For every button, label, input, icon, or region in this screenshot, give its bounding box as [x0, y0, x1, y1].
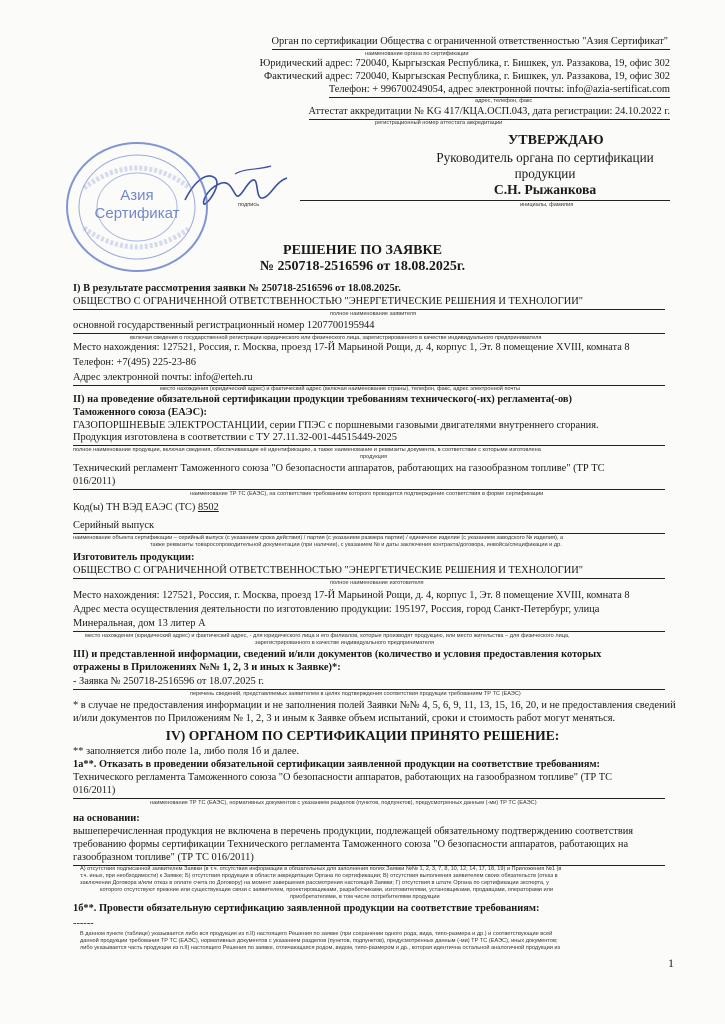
section2-product-caption-1: полное наименование продукции, включая сведения, обеспечивающие её идентификацию, а также наименование и реквизиты документа, в соответствии с которыми изготовлена: [73, 447, 541, 453]
mf-address-3: Минеральная, дом 13 литер А: [73, 618, 665, 632]
section2-product-caption-2: продукция: [360, 454, 387, 460]
section3-note-2: и/или документов по Приложениям № 1, 2, 3 и иным к Заявке объем испытаний, сроки и стоимость работ могут меняться.: [73, 713, 616, 724]
organ-caption: наименование органа по сертификации: [365, 51, 469, 57]
refuse-line-2: 016/2011): [73, 785, 665, 799]
section1-heading: I) В результате рассмотрения заявки № 250718-2516596 от 18.08.2025г.: [73, 283, 401, 294]
decision-number: № 250718-2516596 от 18.08.2025г.: [259, 259, 466, 274]
approval-title: УТВЕРЖДАЮ: [508, 133, 604, 148]
approval-person: С.Н. Рыжанкова: [493, 182, 597, 197]
footer-note-3: либо указывается часть продукции из п.II) настоящего Решения по заявке, отличающаяся родом, видом, типо-размером и др., которая идентична остальной аналогичной продукции из: [80, 945, 561, 951]
section2-regulation-1: Технический регламент Таможенного союза "О безопасности аппаратов, работающих на газообразном топливе" (ТР ТС: [73, 463, 605, 474]
section2-heading-1: II) на проведение обязательной сертификации продукции требованиям технического(-их) регламента(-ов): [73, 394, 573, 405]
section1-reg-caption: включая сведения о государственной регистрации юридического или физического лица, зарегистрированного в качестве индивидуального предпринимателя: [130, 335, 542, 341]
basis-caption-2: т.ч. иных, при необходимости) к Заявке; Б) отсутствия продукции в области аккредитации Органа по сертификации; В) отсутствия выполнения заявителем своих обязательств (отказ в: [80, 873, 558, 879]
conduct-heading: 1б**. Провести обязательную сертификацию заявленной продукции на соответствие требованиям:: [73, 903, 540, 914]
serial-caption-2: также реквизиты товаросопроводительной документации (при наличии), с указанием № и даты заключения контракта/договора, инвойса/спецификации и др.: [150, 542, 562, 548]
section3-item-caption: перечень сведений, представляемых заявителем в целях подтверждения соответствия продукции требованиям ТР ТС (ЕАЭС): [190, 691, 521, 697]
mf-address-caption-1: место нахождения (юридический адрес) и фактический адрес, - для юридического лица и его филиалов, которые производят продукцию, или место жительства – для физического лица,: [85, 633, 570, 639]
basis-line-1: вышеперечисленная продукция не включена в перечень продукции, подлежащей обязательному подтверждению соответствия: [73, 826, 634, 837]
contacts: Телефон: + 996700249054, адрес электронной почты: info@azia-sertificat.com: [329, 84, 670, 98]
section3-item: - Заявка № 250718-2516596 от 18.07.2025 г.: [73, 676, 665, 690]
section2-heading-2: Таможенного союза (ЕАЭС):: [73, 407, 207, 418]
section2-product-1: ГАЗОПОРШНЕВЫЕ ЭЛЕКТРОСТАНЦИИ, серии ГПЭС с поршневыми газовыми двигателями внутреннего сгорания.: [73, 420, 599, 431]
refuse-heading: 1а**. Отказать в проведении обязательной сертификации заявленной продукции на соответствие требованиям:: [73, 759, 601, 770]
mf-address-2: Адрес места осуществления деятельности по изготовлению продукции: 195197, Россия, город Санкт-Петербург, улица: [73, 604, 600, 615]
section1-phone: Телефон: +7(495) 225-23-86: [73, 357, 196, 368]
section1-applicant-caption: полное наименование заявителя: [330, 311, 417, 317]
serial-release: Серийный выпуск: [73, 520, 665, 534]
section4-fill-note: ** заполняется либо поле 1а, либо поля 1б и далее.: [73, 746, 300, 757]
section2-product-2: Продукция изготовлена в соответствии с ТУ 27.11.32-001-44515449-2025: [73, 432, 665, 446]
basis-caption-5: приобретателями, в том числе потребителями продукции: [290, 894, 440, 900]
approval-role-line1: Руководитель органа по сертификации: [436, 150, 654, 165]
accreditation-line: [30, 106, 670, 120]
serial-caption-1: наименование объекта сертификации – серийный выпуск (с указанием срока действия) / партия (с указанием размера партии) / единичное изделие (с указанием заводского № изделия), а: [73, 535, 564, 541]
footer-note-1: В данном пункте (таблице) указывается либо вся продукция из п.II) настоящего Решения по заявке (при сохранении одного рода, вида, типо-размера и др.) и соответствующие всей: [80, 931, 553, 937]
organ-name-block: [30, 36, 670, 50]
sign-caption: подпись: [238, 202, 260, 208]
manufacturer-caption: полное наименование изготовителя: [330, 580, 424, 586]
basis-line-2: требованию формы сертификации Технического регламента Таможенного союза "О безопасности аппаратов, работающих на: [73, 839, 629, 850]
basis-caption-1: А) отсутствия подписанной заявителем Заявки (в т.ч. отсутствия информации в обязательных для заполнения полях Заявки №№ 1, 2, 3, 7, 8, 10, 12, 14, 17, 18, 19) и Приложения №1 (в: [80, 866, 562, 872]
stamp-text-1: Азия: [120, 187, 154, 204]
manufacturer-name: ОБЩЕСТВО С ОГРАНИЧЕННОЙ ОТВЕТСТВЕННОСТЬЮ "ЭНЕРГЕТИЧЕСКИЕ РЕШЕНИЯ И ТЕХНОЛОГИИ": [73, 565, 665, 579]
approval-underline: [300, 200, 670, 201]
mf-address-caption-2: зарегистрированного в качестве индивидуального предпринимателя: [255, 640, 435, 646]
code-value: 8502: [197, 502, 219, 513]
section3-note-1: * в случае не предоставления информации и не заполнения полей Заявки №№ 4, 5, 6, 9, 11, 13, 15, 16, 20, и не предоставления сведений: [73, 700, 676, 711]
basis-label: на основании:: [73, 813, 140, 824]
section1-reg-number: основной государственный регистрационный номер 1207700195944: [73, 320, 665, 334]
basis-caption-4: которого отсутствуют прежние или существующие связи с заявителем, проектировщиками, разработчиками, изготовителями, установщиками, продавцами, операторами или: [100, 887, 554, 893]
approval-role-line2: продукции: [514, 166, 576, 181]
basis-caption-3: заключении Договора и/или отказ в оплате счета по Договору) на момент завершения рассмотрения настоящей Заявки; Г) отсутствия в штате Органа по сертификации эксперта, у: [80, 880, 549, 886]
section1-applicant: ОБЩЕСТВО С ОГРАНИЧЕННОЙ ОТВЕТСТВЕННОСТЬЮ "ЭНЕРГЕТИЧЕСКИЕ РЕШЕНИЯ И ТЕХНОЛОГИИ": [73, 296, 665, 310]
name-caption: инициалы, фамилия: [520, 202, 574, 208]
section2-regulation-caption: наименование ТР ТС (ЕАЭС), на соответствие требованиям которого проводится подтверждение соответствия в форме сертификации: [190, 491, 544, 497]
organ-name: Орган по сертификации Общества с ограниченной ответственностью "Азия Сертификат": [272, 36, 670, 50]
mf-address-1: Место нахождения: 127521, Россия, г. Москва, проезд 17-Й Марьиной Рощи, д. 4, корпус 1, Эт. 8 помещение XVIII, комната 8: [73, 590, 630, 601]
page-number: 1: [668, 956, 674, 970]
footer-separator: ------: [73, 918, 94, 929]
code-line: [73, 502, 219, 514]
code-label: Код(ы) ТН ВЭД ЕАЭС (ТС): [73, 502, 196, 513]
section4-heading: IV) ОРГАНОМ ПО СЕРТИФИКАЦИИ ПРИНЯТО РЕШЕНИЕ:: [165, 728, 560, 743]
refuse-line-1: Технического регламента Таможенного союза "О безопасности аппаратов, работающих на газообразном топливе" (ТР ТС: [73, 772, 613, 783]
accreditation: Аттестат аккредитации № KG 417/КЦА.ОСП.043, дата регистрации: 24.10.2022 г.: [309, 106, 670, 120]
legal-address: Юридический адрес: 720040, Кыргызская Республика, г. Бишкек, ул. Раззакова, 19, офис 302: [259, 58, 670, 69]
actual-address: Фактический адрес: 720040, Кыргызская Республика, г. Бишкек, ул. Раззакова, 19, офис 302: [264, 71, 670, 82]
contacts-line: [30, 84, 670, 98]
section1-email: Адрес электронной почты: info@erteh.ru: [73, 372, 665, 386]
decision-title: РЕШЕНИЕ ПО ЗАЯВКЕ: [283, 243, 442, 258]
section1-address: Место нахождения: 127521, Россия, г. Москва, проезд 17-Й Марьиной Рощи, д. 4, корпус 1, Эт. 8 помещение XVIII, комната 8: [73, 342, 630, 353]
address-caption: адрес, телефон, факс: [475, 98, 533, 104]
accreditation-caption: регистрационный номер аттестата аккредитации: [375, 120, 503, 126]
manufacturer-label: Изготовитель продукции:: [73, 552, 195, 563]
refuse-caption: наименование ТР ТС (ЕАЭС), нормативных документов с указанием разделов (пунктов, подпунктов), предусмотренных данным (-ми) ТР ТС (ЕАЭС): [150, 800, 537, 806]
basis-line-3: газообразном топливе" (ТР ТС 016/2011): [73, 852, 665, 866]
footer-note-2: данной продукции требования ТР ТС (ЕАЭС), нормативных документов с указанием разделов (пунктов, подпунктов), предусмотренных данным (-ми) ТР ТС (ЕАЭС), иных документов;: [80, 938, 558, 944]
section3-heading-2: отражены в Приложениях №№ 1, 2, 3 и иных к Заявке)*:: [73, 662, 341, 673]
section1-address-caption: место нахождения (юридический адрес) и фактический адрес (включая наименование страны), телефон, факс, адрес электронной почты: [160, 386, 520, 392]
stamp-text-2: Сертификат: [94, 205, 180, 222]
section2-regulation-2: 016/2011): [73, 476, 665, 490]
section3-heading-1: III) и представленной информации, сведений и/или документов (количество и условия предоставления которых: [73, 649, 602, 660]
